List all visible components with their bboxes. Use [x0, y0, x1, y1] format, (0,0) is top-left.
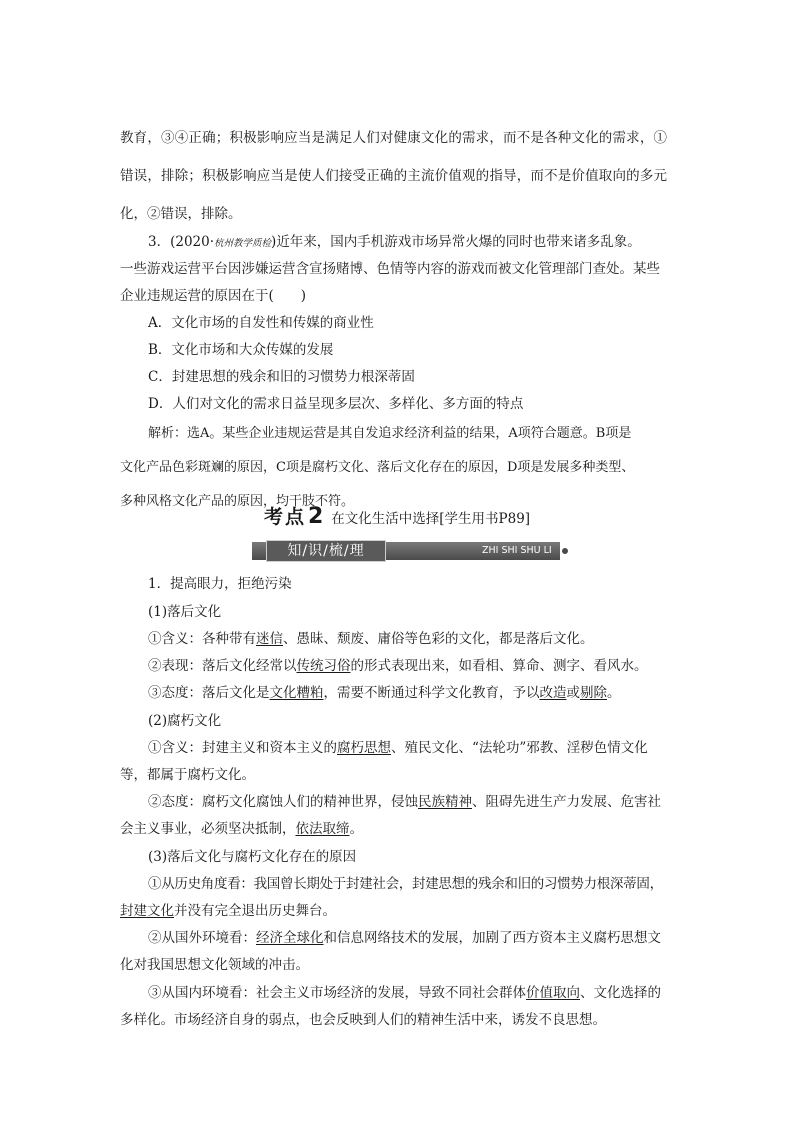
section-heading — [0, 502, 794, 529]
option-b: B．文化市场和大众传媒的发展 — [148, 342, 334, 358]
reason-history: ①从历史角度看：我国曾长期处于封建社会，封建思想的残余和旧的习惯势力根深蒂固， — [148, 876, 663, 892]
text-run: 并没有完全退出历史舞台。 — [174, 903, 336, 919]
text-run: ①含义：封建主义和资本主义的 — [148, 740, 337, 756]
subheading-2: (2)腐朽文化 — [148, 713, 222, 729]
decadent-culture-attitude-cont — [120, 817, 363, 837]
text-run: 、阻碍先进生产力发展、危害社 — [472, 794, 661, 810]
subheading-1: (1)落后文化 — [148, 604, 222, 620]
key-term: 依法取缔 — [295, 821, 350, 837]
banner-dot-icon — [562, 548, 568, 554]
text-run: 的形式表现出来，如看相、算命、测字、看风水。 — [350, 658, 648, 674]
question-source: 杭州教学质检 — [214, 238, 272, 249]
continuation-line-1: 教育，③④正确；积极影响应当是满足人们对健康文化的需求，而不是各种文化的需求，① — [120, 130, 668, 146]
option-d: D．人们对文化的需求日益呈现多层次、多样化、多方面的特点 — [148, 396, 524, 412]
text-run: ，需要不断通过科学文化教育，予以 — [323, 685, 540, 701]
question-stem-line-3: 企业违规运营的原因在于( ) — [120, 288, 307, 304]
reason-foreign-cont: 化对我国思想文化领域的冲击。 — [120, 957, 309, 973]
text-run: ①含义：各种带有 — [148, 631, 256, 647]
key-term: 改造 — [539, 685, 567, 701]
text-run: 。 — [349, 821, 363, 837]
analysis-line-1: 解析：选A。某些企业违规运营是其自发追求经济利益的结果，A项符合题意。B项是 — [148, 426, 632, 441]
text-run: 、愚昧、颓废、庸俗等色彩的文化，都是落后文化。 — [283, 631, 594, 647]
key-term: 剔除 — [580, 685, 607, 701]
decadent-culture-definition — [148, 736, 648, 756]
question-source-open: (2020· — [170, 234, 215, 250]
text-run: 、文化选择的 — [580, 985, 661, 1001]
continuation-line-2: 错误，排除；积极影响应当是使人们接受正确的主流价值观的指导，而不是价值取向的多元 — [120, 168, 668, 184]
backward-culture-definition — [148, 627, 594, 647]
backward-culture-attitude — [148, 681, 621, 701]
option-c: C．封建思想的残余和旧的习惯势力根深蒂固 — [148, 369, 415, 385]
key-term: 民族精神 — [418, 794, 472, 810]
option-a: A．文化市场的自发性和传媒的商业性 — [148, 315, 374, 331]
reason-domestic-cont: 多样化。市场经济自身的弱点，也会反映到人们的精神生活中来，诱发不良思想。 — [120, 1012, 606, 1028]
decadent-culture-attitude — [148, 790, 661, 810]
question-source-close: ) — [271, 234, 277, 250]
decadent-culture-definition-cont: 等，都属于腐朽文化。 — [120, 767, 255, 783]
question-number: 3． — [148, 234, 171, 250]
backward-culture-manifestation — [148, 654, 648, 674]
text-run: ③从国内环境看：社会主义市场经济的发展，导致不同社会群体 — [148, 985, 526, 1001]
text-run: 。 — [607, 685, 621, 701]
analysis-line-2: 文化产品色彩斑斓的原因，C项是腐朽文化、落后文化存在的原因，D项是发展多种类型、 — [120, 460, 635, 475]
text-run: ②表现：落后文化经常以 — [148, 658, 297, 674]
analysis-line-3: 多种风格文化产品的原因，均干肢不符。 — [120, 494, 355, 509]
continuation-line-3: 化，②错误，排除。 — [120, 206, 242, 222]
text-run: ③态度：落后文化是 — [148, 685, 270, 701]
key-term: 封建文化 — [120, 903, 174, 919]
heading-1: 1．提高眼力，拒绝污染 — [148, 576, 292, 592]
text-run: 和信息网络技术的发展，加剧了西方资本主义腐朽思想文 — [323, 930, 661, 946]
banner-title: 知/识/梳/理 — [266, 540, 386, 562]
text-run: 或 — [566, 685, 580, 701]
key-term: 传统习俗 — [296, 658, 351, 674]
text-run: ②从国外环境看： — [148, 930, 256, 946]
reason-foreign — [148, 926, 661, 946]
section-title: 在文化生活中选择[学生用书P89] — [331, 511, 531, 527]
question-stem-line-2: 一些游戏运营平台因涉嫌运营含宣扬赌博、色情等内容的游戏而被文化管理部门查处。某些 — [120, 261, 660, 277]
knowledge-banner — [252, 540, 570, 562]
subheading-3: (3)落后文化与腐朽文化存在的原因 — [148, 849, 357, 865]
banner-pinyin: ZHI SHI SHU LI — [482, 545, 552, 556]
key-term: 价值取向 — [526, 985, 580, 1001]
reason-domestic — [148, 981, 661, 1001]
key-term: 迷信 — [256, 631, 283, 647]
section-label: 考点 — [263, 506, 306, 528]
key-term: 腐朽思想 — [337, 740, 391, 756]
section-number: 2 — [307, 504, 324, 529]
text-run: ②态度：腐朽文化腐蚀人们的精神世界，侵蚀 — [148, 794, 418, 810]
text-run: 会主义事业，必须坚决抵制， — [120, 821, 296, 837]
text-run: 、殖民文化、“法轮功”邪教、淫秽色情文化 — [391, 740, 648, 756]
key-term: 经济全球化 — [256, 930, 324, 946]
question-stem-line-1 — [148, 230, 641, 250]
key-term: 文化糟粕 — [269, 685, 324, 701]
reason-history-cont — [120, 899, 336, 919]
question-stem-text: 近年来，国内手机游戏市场异常火爆的同时也带来诸多乱象。 — [276, 234, 641, 250]
